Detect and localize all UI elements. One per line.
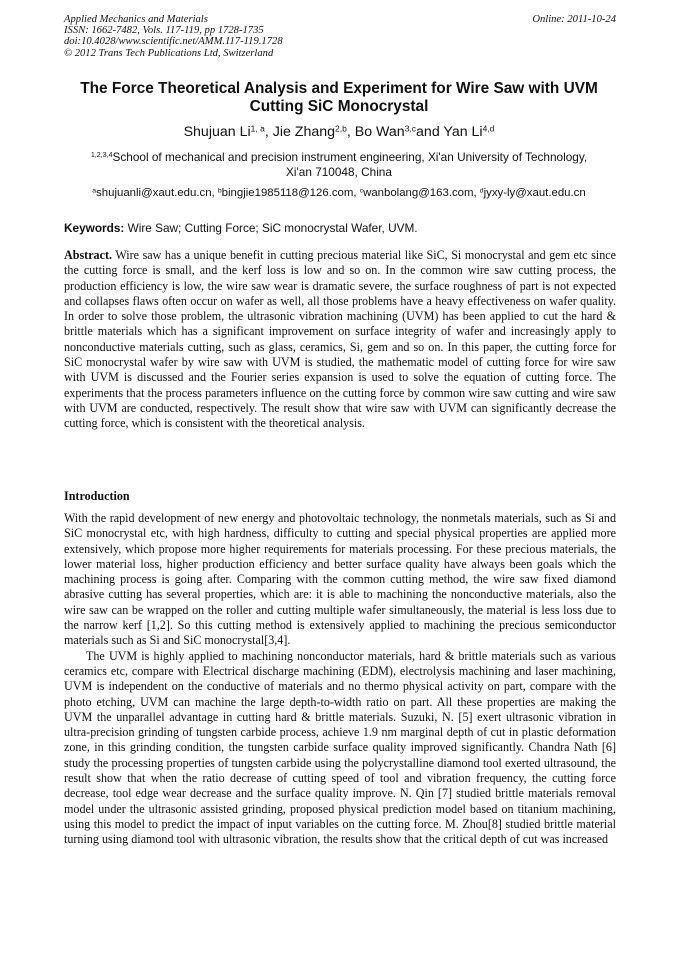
doi-line: doi:10.4028/www.scientific.net/AMM.117-119.1728 xyxy=(64,36,283,48)
abstract-text: Wire saw has a unique benefit in cutting precious material like SiC, Si monocrystal and gem etc since the cutting force is small, and the kerf loss is low and so on. In the common wire saw cutting process, the production efficiency is low, the wire saw wear is dramatic severe, the surface roughness of part is not expected and collapses flaws often occur on wafer as well, all those problems have a heavy effectiveness on wafer quality. In order to solve those problem, the ultrasonic vibration machining (UVM) has been applied to cut the hard & brittle materials which has a significant improvement on surface integrity of wafer and increasingly apply to nonconductive materials cutting, such as glass, ceramics, Si, gem and so on. In this paper, the cutting force for SiC monocrystal wafer by wire saw with UVM is studied, the mathematic model of cutting force for wire saw with UVM is discussed and the Fourier series expansion is used to solve the equation of cutting force. The experiments that the process parameters influence on the cutting force by common wire saw cutting and wire saw with UVM are conducted, respectively. The result show that wire saw with UVM can significantly decrease the cutting force, which is consistent with the theoretical analysis. xyxy=(64,248,616,431)
introduction-body xyxy=(64,511,616,848)
email-address: bingjie1985118@126.com, xyxy=(221,187,360,199)
author-name: Shujuan Li xyxy=(183,124,251,140)
keywords-label: Keywords: xyxy=(64,221,125,235)
email-address: jyxy-ly@xaut.edu.cn xyxy=(483,187,586,199)
email-list xyxy=(44,186,634,200)
email-address: wanbolang@163.com, xyxy=(363,187,480,199)
email-superscript: c xyxy=(359,187,364,195)
paper-title xyxy=(40,80,638,116)
keywords-text: Wire Saw; Cutting Force; SiC monocrystal Wafer, UVM. xyxy=(124,221,418,235)
intro-paragraph-2: The UVM is highly applied to machining nonconductor materials, hard & brittle materials such as various ceramics etc, compare with Electrical discharge machining (EDM), electrolysis machining and laser machining, UVM is independent on the conductive of materials and no thermo physical activity on part, compare with the photo etching, UVM can machine the large depth-to-width ratio on part. All these properties are making the UVM the unparallel advantage in cutting hard & brittle materials. Suzuki, N. [5] exert ultrasonic vibration in ultra-precision grinding of tungsten carbide process, achieve 1.9 nm marginal depth of cut in plastic deformation zone, in this grinding condition, the tungsten carbide surface quality improved significantly. Chandra Nath [6] study the processing properties of tungsten carbide using the polycrystalline diamond tool exerted ultrasound, the result show that when the ratio decrease of cutting speed of tool and vibration frequency, the cutting force decrease, tool edge wear decrease and the surface quality improve. N. Qin [7] studied brittle materials removal model under the ultrasonic assisted grinding, proposed physical prediction model based on titanium machining, using this model to predict the impact of input variables on the cutting force. M. Zhou[8] studied brittle material turning using diamond tool with ultrasonic vibration, the results show that the critical depth of cut was increased xyxy=(64,648,616,847)
author-superscript: 2,b xyxy=(335,123,347,134)
author-separator: , xyxy=(264,124,273,140)
author-list xyxy=(40,124,638,141)
author-superscript: 3,c xyxy=(404,123,417,134)
copyright-line: © 2012 Trans Tech Publications Ltd, Switzerland xyxy=(64,47,274,59)
abstract xyxy=(64,248,616,432)
author-name: Yan Li xyxy=(443,124,483,140)
email-superscript: d xyxy=(479,187,484,195)
keywords xyxy=(64,221,616,235)
intro-paragraph-1: With the rapid development of new energy and photovoltaic technology, the nonmetals materials, such as Si and SiC monocrystal etc, with high hardness, difficulty to cutting and special physical properties are applied more extensively, which propose more higher requirements for materials processing. For these precious materials, the lower material loss, higher production efficiency and better surface quality have always been goals which the machining process is going after. Comparing with the common cutting method, the wire saw fixed diamond abrasive cutting has several properties, which are: it is able to machining the nonconductive materials, also the wire saw can be wrapped on the roller and cutting multiple wafer simultaneously, the material is less loss due to the narrow kerf [1,2]. So this cutting method is extensively applied to machining the precious semiconductor materials such as Si and SiC monocrystal[3,4]. xyxy=(64,511,616,648)
affiliation-superscript: 1,2,3,4 xyxy=(90,151,113,160)
online-date: Online: 2011-10-24 xyxy=(532,14,616,25)
affiliation xyxy=(44,150,634,180)
affiliation-line-1: School of mechanical and precision instrument engineering, Xi'an University of Technology, xyxy=(112,150,588,164)
email-superscript: a xyxy=(92,187,97,195)
author-superscript: 1, a xyxy=(250,123,265,134)
email-superscript: b xyxy=(217,187,222,195)
author-separator: , xyxy=(346,124,355,140)
author-name: Bo Wan xyxy=(354,124,405,140)
abstract-label: Abstract. xyxy=(64,248,113,262)
title-line-2: Cutting SiC Monocrystal xyxy=(249,98,429,115)
title-line-1: The Force Theoretical Analysis and Experiment for Wire Saw with UVM xyxy=(80,80,598,97)
journal-name: Applied Mechanics and Materials xyxy=(64,14,208,25)
section-heading-introduction: Introduction xyxy=(64,489,130,503)
author-separator: and xyxy=(416,124,444,140)
affiliation-line-2: Xi'an 710048, China xyxy=(286,165,392,179)
author-name: Jie Zhang xyxy=(272,124,336,140)
email-address: shujuanli@xaut.edu.cn, xyxy=(96,187,218,199)
author-superscript: 4,d xyxy=(482,123,495,134)
issn-line: ISSN: 1662-7482, Vols. 117-119, pp 1728-1735 xyxy=(64,25,264,37)
